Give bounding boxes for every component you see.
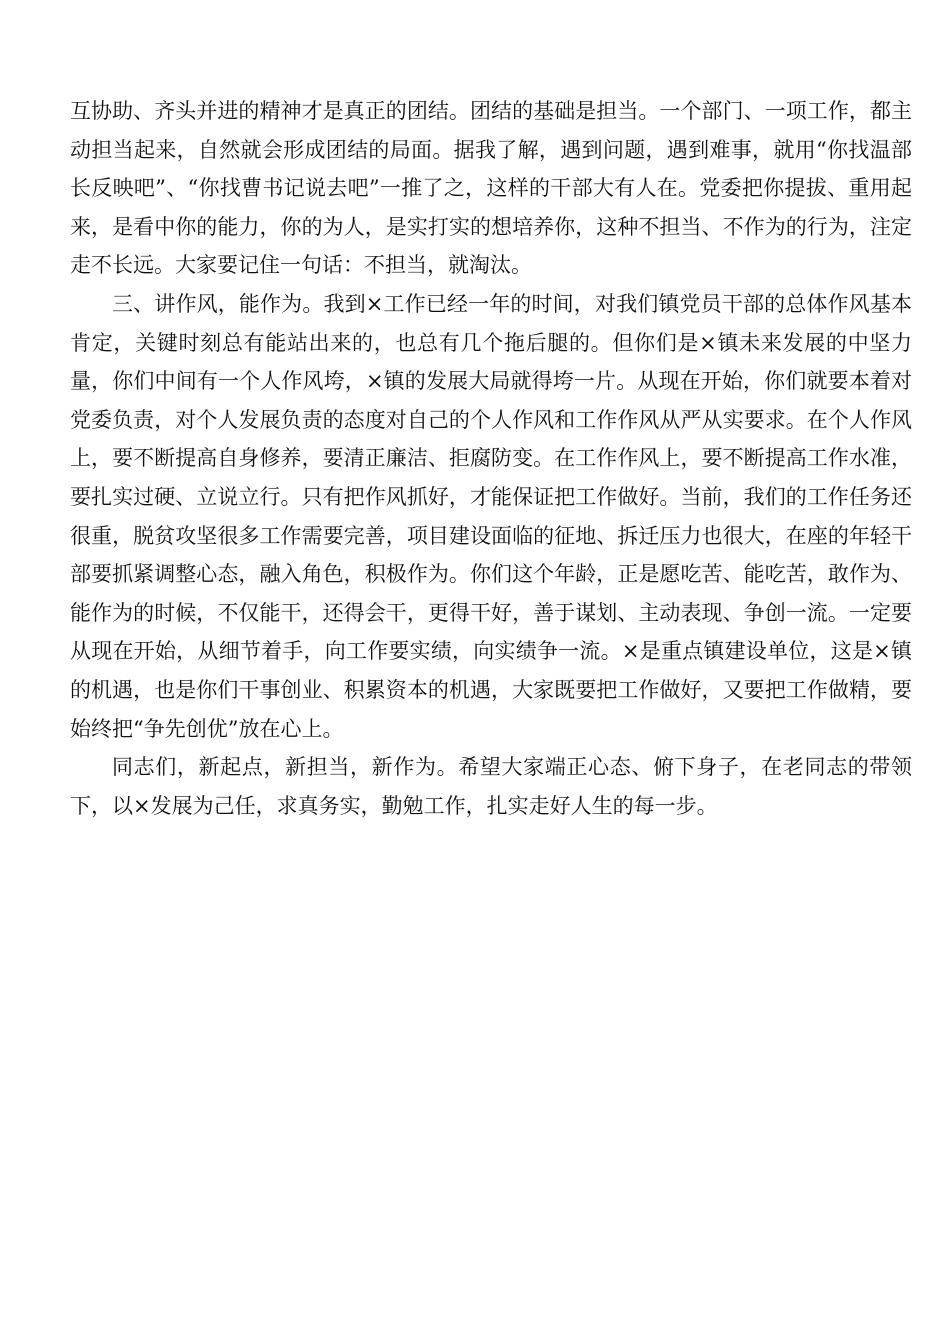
paragraph-section-three: 三、讲作风，能作为。我到×工作已经一年的时间，对我们镇党员干部的总体作风基本肯定，关键时刻总有能站出来的，也总有几个拖后腿的。但你们是×镇未来发展的中坚力量，你们中间有一个人作风垮，×镇的发展大局就得垮一片。从现在开始，你们就要本着对党委负责，对个人发展负责的态度对自己的个人作风和工作作风从严从实要求。在个人作风上，要不断提高自身修养，要清正廉洁、拒腐防变。在工作作风上，要不断提高工作水准，要扎实过硬、立说立行。只有把作风抓好，才能保证把工作做好。当前，我们的工作任务还很重，脱贫攻坚很多工作需要完善，项目建设面临的征地、拆迁压力也很大，在座的年轻干部要抓紧调整心态，融入角色，积极作为。你们这个年龄，正是愿吃苦、能吃苦，敢作为、能作为的时候，不仅能干，还得会干，更得干好，善于谋划、主动表现、争创一流。一定要从现在开始，从细节着手，向工作要实绩，向实绩争一流。×是重点镇建设单位，这是×镇的机遇，也是你们干事创业、积累资本的机遇，大家既要把工作做好，又要把工作做精，要始终把“争先创优”放在心上。 bbox=[70, 291, 912, 741]
paragraph-closing: 同志们，新起点，新担当，新作为。希望大家端正心态、俯下身子，在老同志的带领下，以×发展为己任，求真务实，勤勉工作，扎实走好人生的每一步。 bbox=[70, 755, 912, 818]
document-body bbox=[70, 92, 912, 825]
paragraph-continuation: 互协助、齐头并进的精神才是真正的团结。团结的基础是担当。一个部门、一项工作，都主动担当起来，自然就会形成团结的局面。据我了解，遇到问题，遇到难事，就用“你找温部长反映吧”、“你找曹书记说去吧”一推了之，这样的干部大有人在。党委把你提拔、重用起来，是看中你的能力，你的为人，是实打实的想培养你，这种不担当、不作为的行为，注定走不长远。大家要记住一句话：不担当，就淘汰。 bbox=[70, 99, 912, 278]
